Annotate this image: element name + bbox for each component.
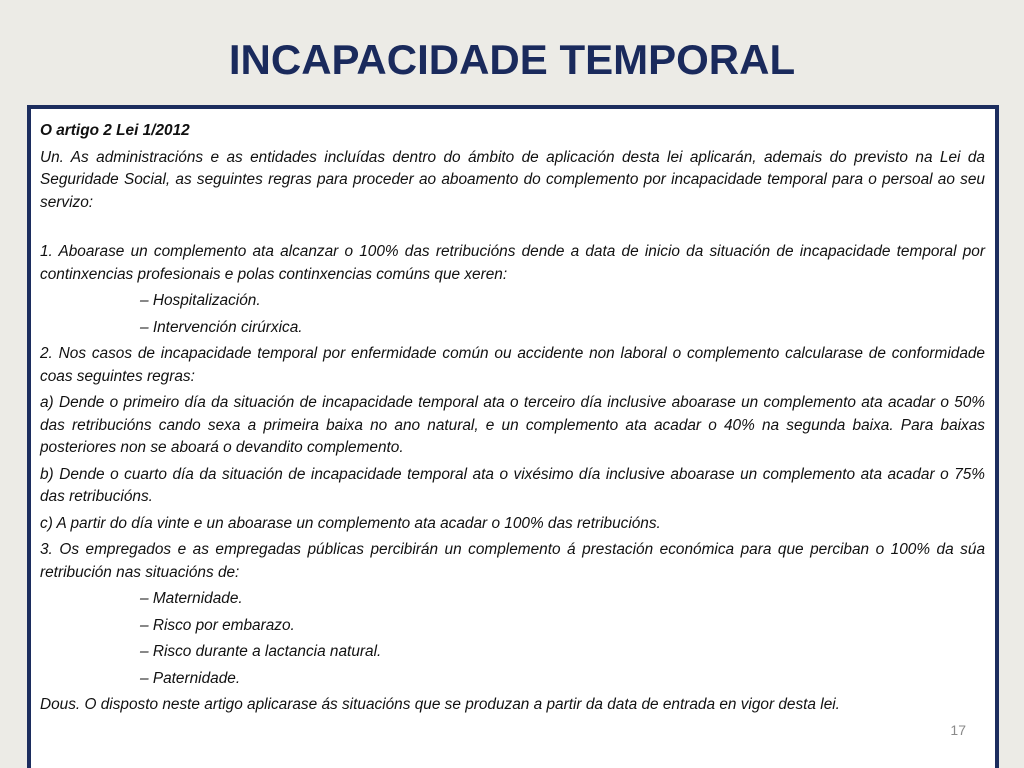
article-text bbox=[40, 120, 985, 717]
point-1-item: – Intervención cirúrxica. bbox=[140, 318, 303, 336]
point-1-item: – Hospitalización. bbox=[140, 292, 261, 309]
point-2-c: c) A partir do día vinte e un aboarase un complemento ata acadar o 100% das retribucións. bbox=[40, 514, 661, 532]
point-3-item: – Paternidade. bbox=[140, 669, 241, 687]
point-3: 3. Os empregados e as empregadas públicas percibirán un complemento á prestación económica para que perciban o 100% da súa retribución nas situacións de: bbox=[40, 541, 985, 581]
page-number: 17 bbox=[950, 722, 966, 738]
point-2-a: a) Dende o primeiro día da situación de incapacidade temporal ata o terceiro día inclusive aboarase un complemento ata acadar o 50% das retribucións cando sexa a primeira baixa no ano natural, e un complemento ata acadar o 40% na segunda baixa. Para baixas posteriores non se aboará o devandito complemento. bbox=[40, 394, 985, 456]
closing-paragraph: Dous. O disposto neste artigo aplicarase ás situacións que se produzan a partir da data de entrada en vigor desta lei. bbox=[40, 696, 840, 713]
point-3-item: – Risco durante a lactancia natural. bbox=[140, 643, 382, 660]
point-3-item: – Maternidade. bbox=[140, 590, 243, 607]
point-1: 1. Aboarase un complemento ata alcanzar o 100% das retribucións dende a data de inicio da situación de incapacidade temporal por continxencias profesionais e polas continxencias comúns que xeren: bbox=[40, 243, 985, 283]
point-2-b: b) Dende o cuarto día da situación de incapacidade temporal ata o vixésimo día inclusive aboarase un complemento ata acadar o 75% das retribucións. bbox=[40, 465, 985, 505]
intro-paragraph: Un. As administracións e as entidades incluídas dentro do ámbito de aplicación desta lei aplicarán, ademais do previsto na Lei da Seguridade Social, as seguintes regras para proceder ao aboamento do complemento por incapacidade temporal para o persoal ao seu servizo: bbox=[40, 148, 985, 211]
slide-title: INCAPACIDADE TEMPORAL bbox=[228, 36, 796, 83]
article-heading: O artigo 2 Lei 1/2012 bbox=[40, 122, 190, 139]
point-3-item: – Risco por embarazo. bbox=[140, 616, 295, 634]
content-box bbox=[27, 105, 999, 768]
paragraph-gap bbox=[40, 218, 985, 241]
point-2: 2. Nos casos de incapacidade temporal por enfermidade común ou accidente non laboral o complemento calcularase de conformidade coas seguintes regras: bbox=[40, 345, 985, 385]
